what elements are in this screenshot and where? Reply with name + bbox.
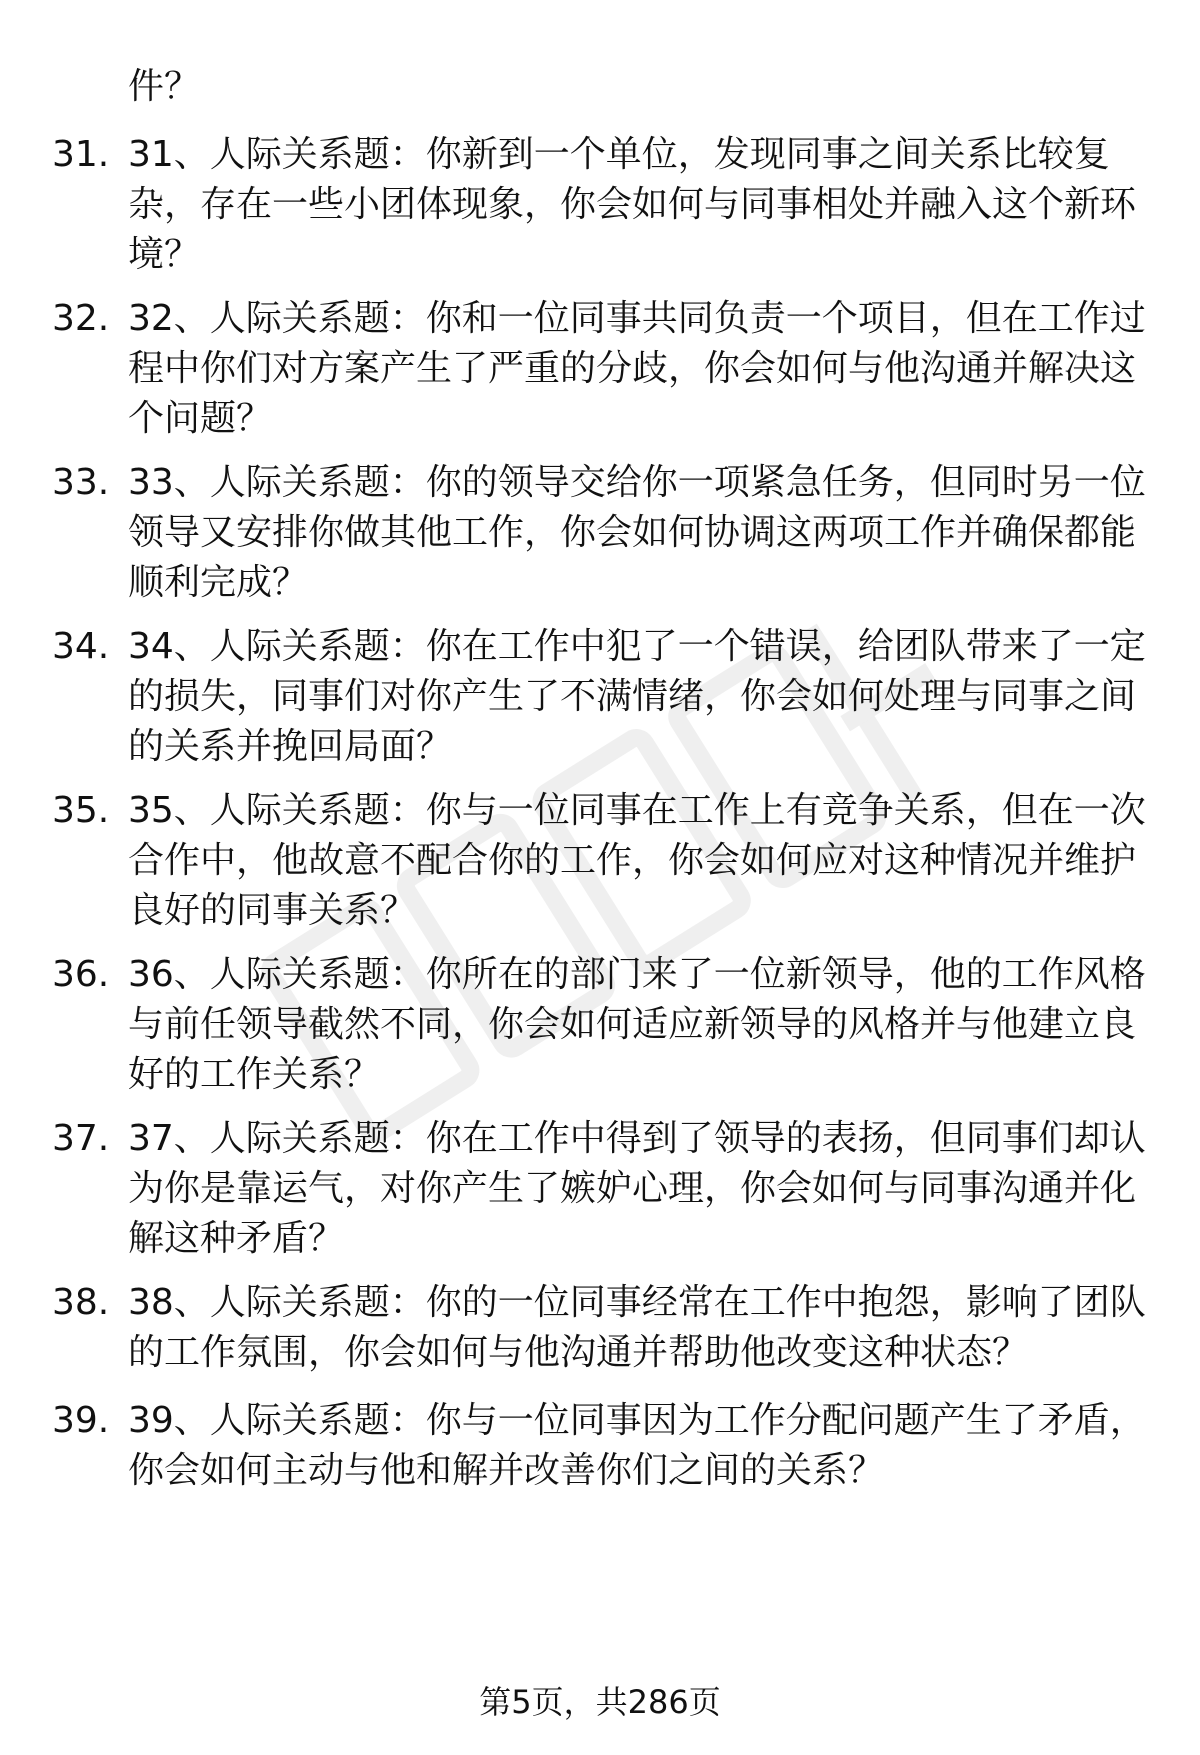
question-number: 31. (52, 134, 110, 175)
question-text: 35、人际关系题：你与一位同事在工作上有竞争关系，但在一次合作中，他故意不配合你的工作，你会如何应对这种情况并维护良好的同事关系？ (128, 790, 1146, 931)
question-number: 37. (52, 1118, 110, 1159)
question-number: 34. (52, 626, 110, 667)
question-number: 38. (52, 1282, 110, 1323)
question-text: 38、人际关系题：你的一位同事经常在工作中抱怨，影响了团队的工作氛围，你会如何与他沟通并帮助他改变这种状态？ (128, 1282, 1146, 1373)
continuation-text: 件？ (128, 66, 201, 107)
question-number: 39. (52, 1400, 110, 1441)
question-number: 32. (52, 298, 110, 339)
question-text: 31、人际关系题：你新到一个单位，发现同事之间关系比较复杂，存在一些小团体现象，你会如何与同事相处并融入这个新环境？ (128, 134, 1137, 275)
question-text: 32、人际关系题：你和一位同事共同负责一个项目，但在工作过程中你们对方案产生了严重的分歧，你会如何与他沟通并解决这个问题？ (128, 298, 1146, 439)
question-text: 37、人际关系题：你在工作中得到了领导的表扬，但同事们却认为你是靠运气，对你产生了嫉妒心理，你会如何与同事沟通并化解这种矛盾？ (128, 1118, 1146, 1259)
question-number: 36. (52, 954, 110, 995)
question-number: 33. (52, 462, 110, 503)
page-footer: 第5页，共286页 (479, 1683, 721, 1721)
question-text: 34、人际关系题：你在工作中犯了一个错误，给团队带来了一定的损失，同事们对你产生了不满情绪，你会如何处理与同事之间的关系并挽回局面？ (128, 626, 1146, 767)
question-number: 35. (52, 790, 110, 831)
question-text: 33、人际关系题：你的领导交给你一项紧急任务，但同时另一位领导又安排你做其他工作，你会如何协调这两项工作并确保都能顺利完成？ (128, 462, 1146, 603)
question-text: 39、人际关系题：你与一位同事因为工作分配问题产生了矛盾，你会如何主动与他和解并改善你们之间的关系？ (128, 1400, 1146, 1491)
question-text: 36、人际关系题：你所在的部门来了一位新领导，他的工作风格与前任领导截然不同，你会如何适应新领导的风格并与他建立良好的工作关系？ (128, 954, 1146, 1095)
